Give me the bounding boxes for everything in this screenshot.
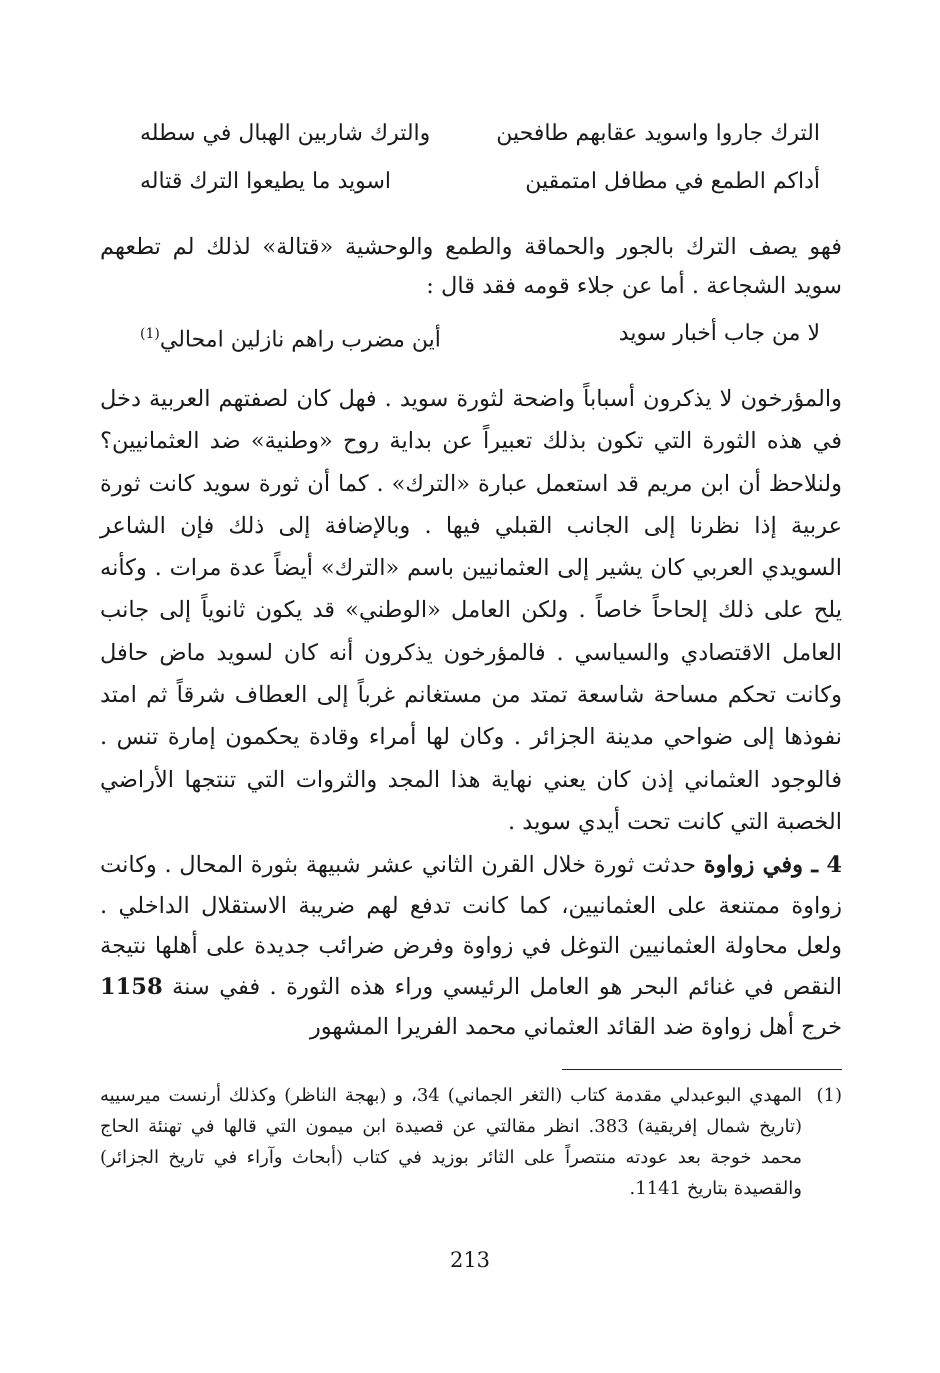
paragraph-3-text	[100, 845, 842, 1048]
footnote-separator	[562, 1069, 842, 1070]
footnote-text: المهدي البوعبدلي مقدمة كتاب (الثغر الجماني) 34، و (بهجة الناظر) وكذلك أرنست ميرسييه (تاريخ شمال إفريقية) 383. انظر مقالتي عن قصيدة ابن ميمون التي قالها في تهنئة الحاج محمد خوجة بعد عودته منتصراً على الثائر بوزيد في كتاب (أبحاث وآراء في تاريخ الجزائر) والقصيدة بتاريخ 1141.	[100, 1085, 803, 1199]
paragraph-3	[100, 845, 842, 1048]
paragraph-2	[100, 378, 842, 843]
paragraph-2-text: والمؤرخون لا يذكرون أسباباً واضحة لثورة سويد . فهل كان لصفتهم العربية دخل في هذه الثورة التي تكون بذلك تعبيراً عن بداية روح «وطنية» ضد العثمانيين؟ ولنلاحظ أن ابن مريم قد استعمل عبارة «الترك» . كما أن ثورة سويد كانت ثورة عربية إذا نظرنا إلى الجانب القبلي فيها . وبالإضافة إلى ذلك فإن الشاعر السويدي العربي كان يشير إلى العثمانيين باسم «الترك» أيضاً عدة مرات . وكأنه يلح على ذلك إلحاحاً خاصاً . ولكن العامل «الوطني» قد يكون ثانوياً إلى جانب العامل الاقتصادي والسياسي . فالمؤرخون يذكرون أنه كان لسويد ماض حافل وكانت تحكم مساحة شاسعة تمتد من مستغانم غرباً إلى العطاف شرقاً ثم امتد نفوذها إلى ضواحي مدينة الجزائر . وكان لها أمراء وقادة يحكمون إمارة تنس . فالوجود العثماني إذن كان يعني نهاية هذا المجد والثروات التي تنتجها الأراضي الخصبة التي كانت تحت أيدي سويد .	[100, 386, 842, 835]
verse-2-second-hemistich: اسويد ما يطيعوا الترك قتاله	[140, 169, 392, 194]
verse-3-second-hemistich	[140, 312, 441, 362]
verse-1-second-hemistich: والترك شاربين الهبال في سطله	[140, 121, 431, 146]
paragraph-3-heading: 4 ـ وفي زواوة	[703, 852, 842, 878]
footnote	[100, 1080, 842, 1204]
verse-line-2	[140, 160, 820, 204]
paragraph-1-text: فهو يصف الترك بالجور والحماقة والطمع والوحشية «قتالة» لذلك لم تطعهم سويد الشجاعة . أما عن جلاء قومه فقد قال :	[100, 234, 842, 299]
paragraph-3-text-part-2: خرج أهل زواوة ضد القائد العثماني محمد الفريرا المشهور	[309, 1014, 842, 1040]
paragraph-3-year: 1158	[100, 973, 163, 1000]
footnote-number: (1)	[816, 1085, 842, 1106]
verse-3-first-hemistich: لا من جاب أخبار سويد	[618, 321, 820, 346]
footnote-reference: (1)	[140, 326, 160, 342]
verse-2-first-hemistich: أداكم الطمع في مطافل امتمقين	[525, 169, 820, 194]
page-number: 213	[449, 1248, 491, 1272]
paragraph-1	[100, 228, 842, 306]
verse-3-second-text: أين مضرب راهم نازلين امحالي	[159, 327, 441, 353]
verse-line-3	[140, 312, 820, 356]
verse-1-first-hemistich: الترك جاروا واسويد عقابهم طافحين	[496, 121, 820, 146]
verse-line-1	[140, 112, 820, 156]
paragraph-3-text-part-1: حدثت ثورة خلال القرن الثاني عشر شبيهة بثورة المحال . وكانت زواوة ممتنعة على العثمانيين، كما كانت تدفع لهم ضريبة الاستقلال الداخلي . ولعل محاولة العثمانيين التوغل في زواوة وفرض ضرائب جديدة على أهلها نتيجة النقص في غنائم البحر هو العامل الرئيسي وراء هذه الثورة . ففي سنة	[100, 852, 842, 1000]
